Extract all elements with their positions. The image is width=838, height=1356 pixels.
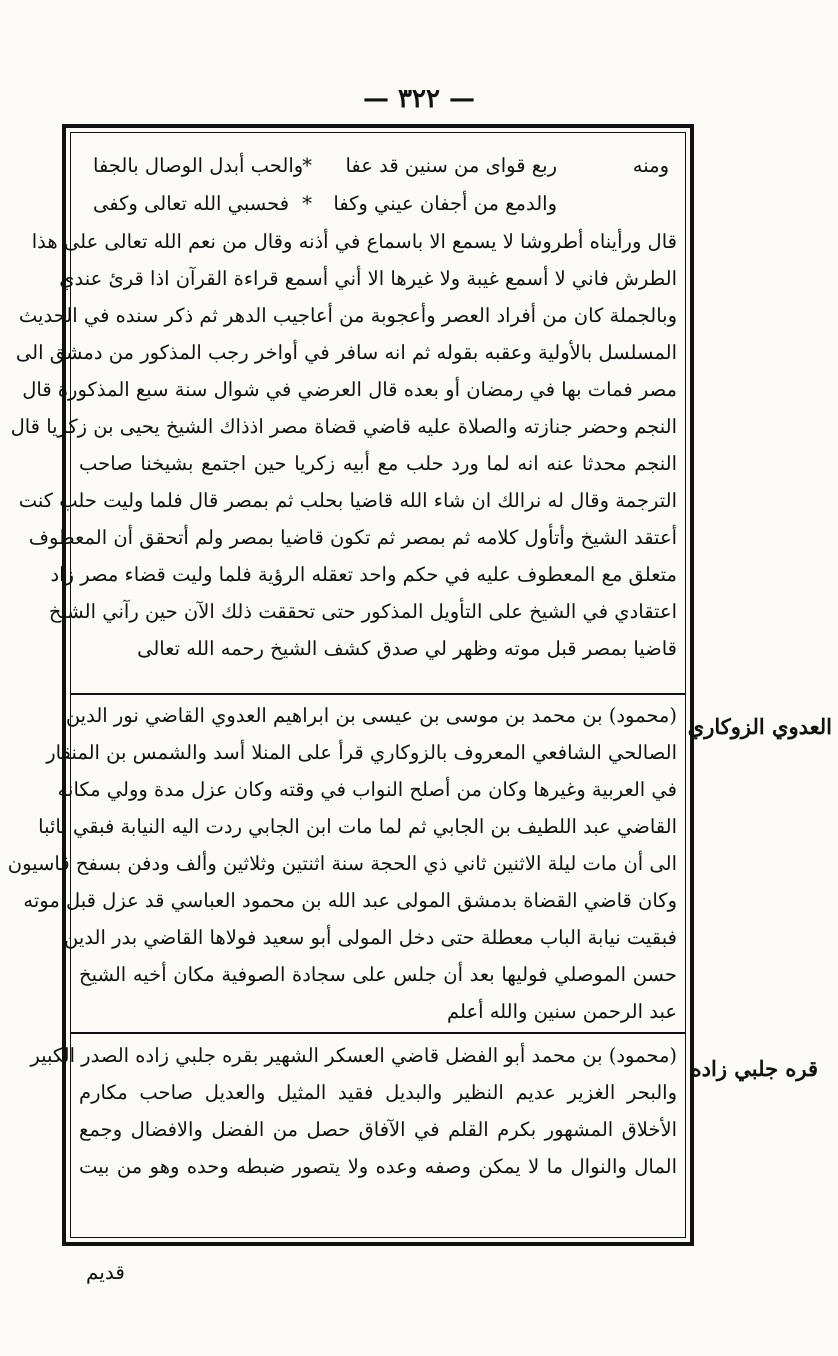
- text-line: وبالجملة كان من أفراد العصر وأعجوبة من أعاجيب الدهر ثم ذكر سنده في الحديث: [18, 304, 677, 327]
- text-body: [7, 132, 686, 1238]
- poem-verse-2: [79, 189, 677, 219]
- text-line: المسلسل بالأولية وعقبه بقوله ثم انه سافر في أواخر رجب المذكور من دمشق الى: [15, 341, 677, 364]
- text-line: عبد الرحمن سنين والله أعلم: [447, 1000, 677, 1023]
- section-divider: [71, 693, 685, 695]
- section-divider: [71, 1032, 685, 1034]
- poem-hemistich: والدمع من أجفان عيني وكفا: [333, 192, 557, 215]
- verse-separator: *: [302, 192, 312, 215]
- text-line: المال والنوال ما لا يمكن وصفه وعده ولا يتصور ضبطه وحده وهو من بيت: [79, 1155, 677, 1178]
- text-line: وكان قاضي القضاة بدمشق المولى عبد الله بن محمود العباسي قد عزل قبل موته: [23, 889, 677, 912]
- text-line: الطرش فاني لا أسمع غيبة ولا غيرها الا أني أسمع قراءة القرآن اذا قرئ عندي: [59, 267, 677, 290]
- text-line: الى أن مات ليلة الاثنين ثاني ذي الحجة سنة اثنتين وثلاثين وألف ودفن بسفح قاسيون: [7, 852, 677, 875]
- text-line: اعتقادي في الشيخ على التأويل المذكور حتى تحققت ذلك الآن حين رآني الشيخ: [48, 600, 677, 623]
- verse-separator: *: [302, 154, 312, 177]
- text-line: الأخلاق المشهور بكرم القلم في الآفاق حصل من الفضل والافضال وجمع: [79, 1118, 677, 1141]
- poem-verse-1: [79, 151, 677, 181]
- text-line: حسن الموصلي فوليها بعد أن جلس على سجادة الصوفية مكان أخيه الشيخ: [79, 963, 677, 986]
- text-line: والبحر الغزير عديم النظير والبديل فقيد المثيل والعديل صاحب مكارم: [79, 1081, 677, 1104]
- text-line: النجم وحضر جنازته والصلاة عليه قاضي قضاة مصر اذذاك الشيخ يحيى بن زكريا قال: [10, 415, 677, 438]
- text-line: قاضيا بمصر قبل موته وظهر لي صدق كشف الشيخ رحمه الله تعالى: [137, 637, 677, 660]
- text-line: في العربية وغيرها وكان من أصلح النواب في وقته وكان عزل مدة وولي مكانه: [57, 778, 677, 801]
- page-number: — ٣٢٢ —: [362, 84, 476, 114]
- catchword: قديم: [86, 1260, 125, 1284]
- text-line: أعتقد الشيخ وأتأول كلامه ثم بمصر ثم تكون قاضيا بمصر ولم أتحقق أن المعطوف: [28, 526, 677, 549]
- margin-label-adawi: العدوي الزوكاري: [687, 714, 832, 739]
- text-line: النجم محدثا عنه انه لما ورد حلب مع أبيه زكريا حين اجتمع بشيخنا صاحب: [79, 452, 677, 475]
- poem-hemistich: والحب أبدل الوصال بالجفا: [93, 154, 304, 177]
- text-line: القاضي عبد اللطيف بن الجابي ثم لما مات ابن الجابي ردت اليه النيابة فبقي نائبا: [38, 815, 677, 838]
- poem-hemistich: ربع قواى من سنين قد عفا: [345, 154, 557, 177]
- text-line: مصر فمات بها في رمضان أو بعده قال العرضي في شوال سنة سبع المذكورة قال: [22, 378, 677, 401]
- margin-label-qara: قره جلبي زاده: [690, 1056, 818, 1081]
- text-line: (محمود) بن محمد بن موسى بن عيسى بن ابراهيم العدوي القاضي نور الدين: [65, 704, 677, 727]
- text-line: (محمود) بن محمد أبو الفضل قاضي العسكر الشهير بقره جلبي زاده الصدر الكبير: [30, 1044, 677, 1067]
- poem-intro: ومنه: [632, 154, 669, 177]
- text-line: متعلق مع المعطوف عليه في حكم واحد تعقله الرؤية فلما وليت قضاء مصر زاد: [50, 563, 677, 586]
- text-line: الترجمة وقال له نرالك ان شاء الله قاضيا بحلب ثم بمصر قال فلما وليت حلب كنت: [18, 489, 677, 512]
- text-frame: [7, 124, 694, 1246]
- poem-hemistich: فحسبي الله تعالى وكفى: [93, 192, 290, 215]
- text-line: فبقيت نيابة الباب معطلة حتى دخل المولى أبو سعيد فولاها القاضي بدر الدين: [64, 926, 677, 949]
- text-line: قال ورأيناه أطروشا لا يسمع الا باسماع في أذنه وقال من نعم الله تعالى على هذا: [31, 230, 677, 253]
- text-line: الصالحي الشافعي المعروف بالزوكاري قرأ على المنلا أسد والشمس بن المنقار: [46, 741, 677, 764]
